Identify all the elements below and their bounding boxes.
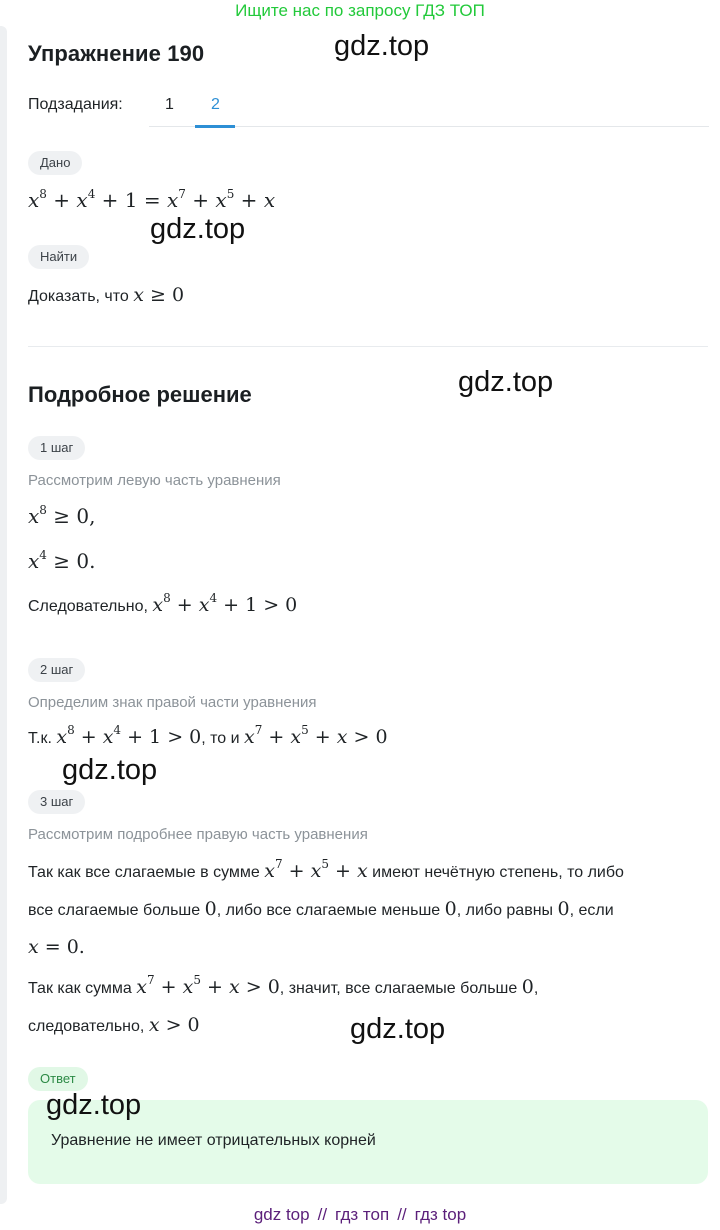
step-1-line-1: $x^8 \ge 0$, [28, 503, 96, 528]
step-3-p2-b: , значит, все слагаемые больше [279, 980, 518, 997]
watermark: gdz.top [150, 213, 246, 245]
top-banner[interactable]: Ищите нас по запросу ГДЗ ТОП [235, 1, 485, 20]
footer-links [0, 1205, 720, 1225]
given-chip: Дано [28, 151, 82, 175]
footer-link-1[interactable]: gdz top [253, 1205, 310, 1224]
step-1-chip: 1 шаг [28, 436, 85, 460]
step-3-paragraph-2: Так как сумма $x^7 + x^5 + x > 0$, значит, все слагаемые больше 0, следовательно, x > 0 [28, 973, 539, 1036]
step-3-p1-d: , либо все слагаемые меньше [216, 902, 441, 919]
solution-title: Подробное решение [28, 382, 252, 407]
step-2-line: Т.к. $x^8 + x^4 + 1 > 0$, то и $x^7 + x^5 + x > 0$ [28, 723, 388, 748]
subtask-tabs [149, 86, 709, 127]
left-rail [0, 26, 7, 1204]
watermark: gdz.top [62, 754, 158, 786]
exercise-title: Упражнение 190 [28, 41, 205, 66]
step-2-middle: , то и [201, 730, 240, 747]
section-divider [28, 346, 708, 347]
given-equation: $x^8 + x^4 + 1 = x^7 + x^5 + x$ [28, 187, 276, 212]
step-3-paragraph-1: Так как все слагаемые в сумме $x^7 + x^5 + x$ имеют нечётную степень, то либо все слагаемые больше 0, либо все слагаемые меньше 0, либо равны 0, если x = 0. [28, 857, 624, 958]
step-2-prefix: Т.к. [28, 730, 52, 747]
step-1-conclusion-prefix: Следовательно, [28, 598, 148, 615]
step-1-line-2: $x^4 \ge 0$. [28, 548, 96, 573]
step-3-caption: Рассмотрим подробнее правую часть уравнения [28, 826, 368, 843]
answer-text: Уравнение не имеет отрицательных корней [51, 1132, 376, 1149]
prove-statement: Доказать, что x ≥ 0 [28, 284, 185, 306]
footer-link-2[interactable]: гдз топ [335, 1205, 390, 1224]
watermark: gdz.top [334, 30, 430, 62]
watermark: gdz.top [458, 366, 554, 398]
tab-subtask-1[interactable]: 1 [165, 96, 174, 113]
step-3-p1-b: имеют нечётную степень, то либо [372, 864, 624, 881]
step-2-caption: Определим знак правой части уравнения [28, 694, 317, 711]
footer-separator: // [397, 1205, 407, 1224]
step-3-p2-a: Так как сумма [28, 980, 132, 997]
step-3-p1-e: , либо равны [456, 902, 554, 919]
tab-subtask-2[interactable]: 2 [211, 96, 220, 113]
prove-prefix: Доказать, что [28, 288, 129, 305]
step-3-p1-c: все слагаемые больше [28, 902, 201, 919]
watermark: gdz.top [46, 1089, 142, 1121]
step-1-line-3: Следовательно, $x^8 + x^4 + 1 > 0$ [28, 591, 298, 616]
step-3-p1-a: Так как все слагаемые в сумме [28, 864, 260, 881]
footer-link-3[interactable]: гдз top [414, 1205, 467, 1224]
watermark: gdz.top [350, 1013, 446, 1045]
find-chip: Найти [28, 245, 89, 269]
step-3-chip: 3 шаг [28, 790, 85, 814]
step-3-p1-f: , если [569, 902, 614, 919]
answer-chip: Ответ [28, 1067, 88, 1091]
step-3-p2-c: следовательно, [28, 1018, 145, 1035]
active-tab-indicator [195, 125, 235, 128]
footer-separator: // [317, 1205, 328, 1224]
step-1-caption: Рассмотрим левую часть уравнения [28, 472, 281, 489]
step-2-chip: 2 шаг [28, 658, 85, 682]
subtasks-label: Подзадания: [28, 96, 123, 113]
